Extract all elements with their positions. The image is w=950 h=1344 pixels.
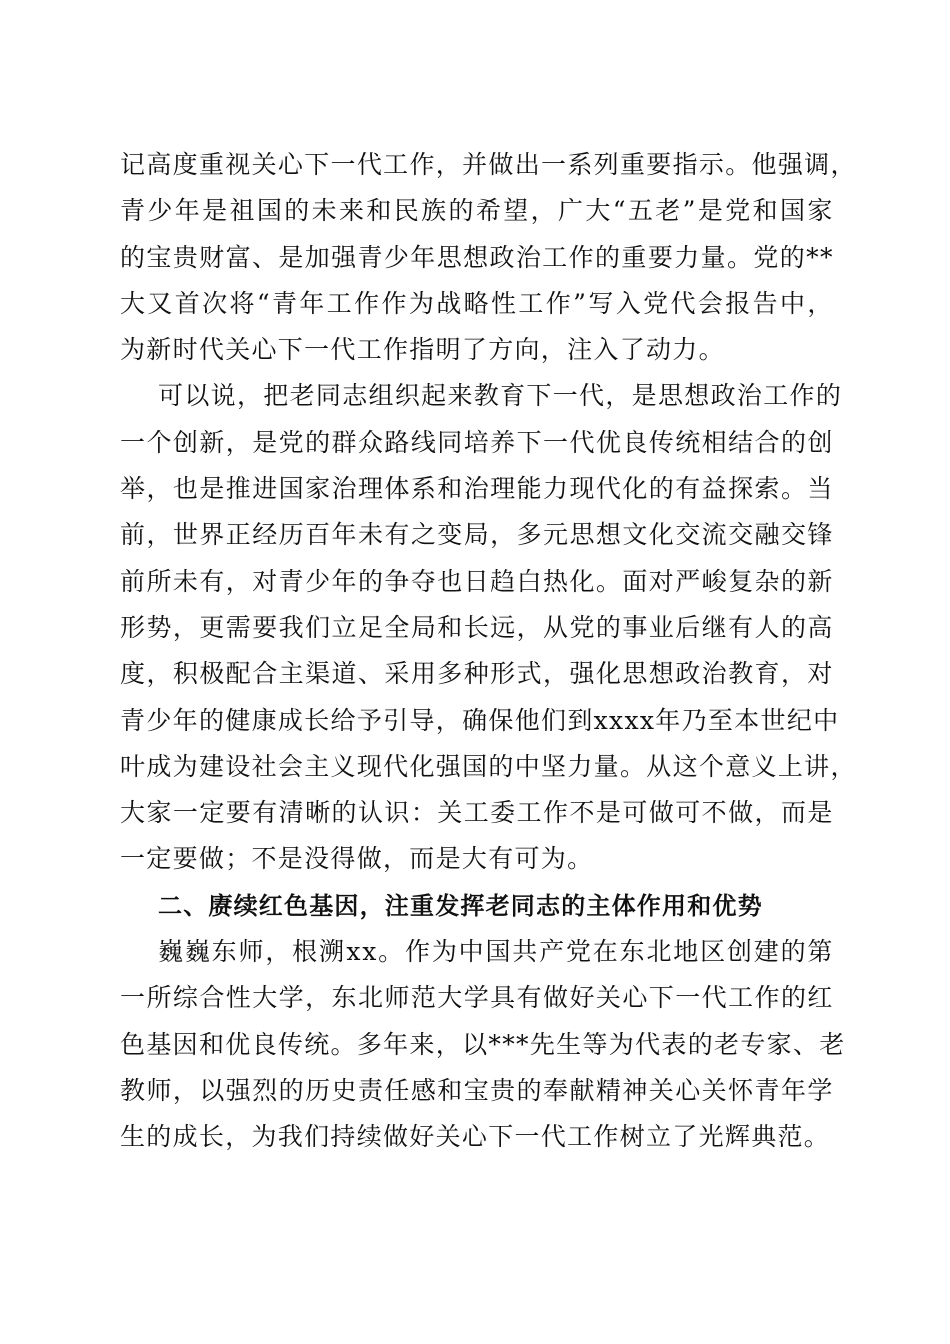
paragraph-line: 为新时代关心下一代工作指明了方向，注入了动力。 bbox=[120, 335, 725, 365]
document-body bbox=[120, 142, 857, 1161]
paragraph-line: 形 势 ， 更 需 要 我 们 立 足 全 局 和 长 远 ， 从 党 的 事 业 后 继 有 人 的 高 bbox=[120, 612, 834, 642]
paragraph-line: 可 以 说 ， 把 老 同 志 组 织 起 来 教 育 下 一 代 ， 是 思 想 政 治 工 作 的 bbox=[158, 381, 843, 411]
paragraph-line: 叶 成 为 建 设 社 会 主 义 现 代 化 强 国 的 中 坚 力 量 。 从 这 个 意 义 上 讲 ， bbox=[120, 751, 857, 781]
paragraph-line: 一 所 综 合 性 大 学 ， 东 北 师 范 大 学 具 有 做 好 关 心 下 一 代 工 作 的 红 bbox=[120, 983, 834, 1013]
paragraph-line: 的 宝 贵 财 富 、 是 加 强 青 少 年 思 想 政 治 工 作 的 重 要 力 量 。 党 的 * * bbox=[120, 242, 834, 272]
paragraph-line: 一 个 创 新 ， 是 党 的 群 众 路 线 同 培 养 下 一 代 优 良 传 统 相 结 合 的 创 bbox=[120, 427, 834, 457]
paragraph-line: 前 ， 世 界 正 经 历 百 年 未 有 之 变 局 ， 多 元 思 想 文 化 交 流 交 融 交 锋 bbox=[120, 520, 834, 550]
paragraph-line: 大 又 首 次 将 “ 青 年 工 作 作 为 战 略 性 工 作 ” 写 入 党 代 会 报 告 中 ， bbox=[120, 288, 834, 318]
paragraph-line: 前 所 未 有 ， 对 青 少 年 的 争 夺 也 日 趋 白 热 化 。 面 对 严 峻 复 杂 的 新 bbox=[120, 566, 834, 596]
paragraph-line: 大 家 一 定 要 有 清 晰 的 认 识 ： 关 工 委 工 作 不 是 可 做 可 不 做 ， 而 是 bbox=[120, 798, 834, 828]
paragraph-line: 色 基 因 和 优 良 传 统 。 多 年 来 ， 以 * * * 先 生 等 为 代 表 的 老 专 家 、 老 bbox=[120, 1029, 846, 1059]
paragraph-line: 教 师 ， 以 强 烈 的 历 史 责 任 感 和 宝 贵 的 奉 献 精 神 关 心 关 怀 青 年 学 bbox=[120, 1075, 834, 1105]
paragraph-line: 青 少 年 的 健 康 成 长 给 予 引 导 ， 确 保 他 们 到 x x x x 年 乃 至 本 世 纪 中 bbox=[120, 705, 840, 735]
paragraph-line: 一定要做；不是没得做，而是大有可为。 bbox=[120, 844, 594, 874]
section-heading: 二、赓续红色基因，注重发挥老同志的主体作用和优势 bbox=[158, 891, 763, 920]
paragraph-line: 巍 巍 东 师 ， 根 溯 x x 。 作 为 中 国 共 产 党 在 东 北 地 区 创 建 的 第 bbox=[158, 937, 834, 967]
paragraph-line: 记 高 度 重 视 关 心 下 一 代 工 作 ， 并 做 出 一 系 列 重 要 指 示 。 他 强 调 ， bbox=[120, 150, 857, 179]
paragraph-line: 生的成长，为我们持续做好关心下一代工作树立了光辉典范。 bbox=[120, 1122, 831, 1152]
paragraph-line: 度 ， 积 极 配 合 主 渠 道 、 采 用 多 种 形 式 ， 强 化 思 想 政 治 教 育 ， 对 bbox=[120, 659, 834, 689]
paragraph-line: 举 ， 也 是 推 进 国 家 治 理 体 系 和 治 理 能 力 现 代 化 的 有 益 探 索 。 当 bbox=[120, 474, 834, 504]
paragraph-line: 青 少 年 是 祖 国 的 未 来 和 民 族 的 希 望 ， 广 大 “ 五 老 ” 是 党 和 国 家 bbox=[120, 196, 834, 226]
